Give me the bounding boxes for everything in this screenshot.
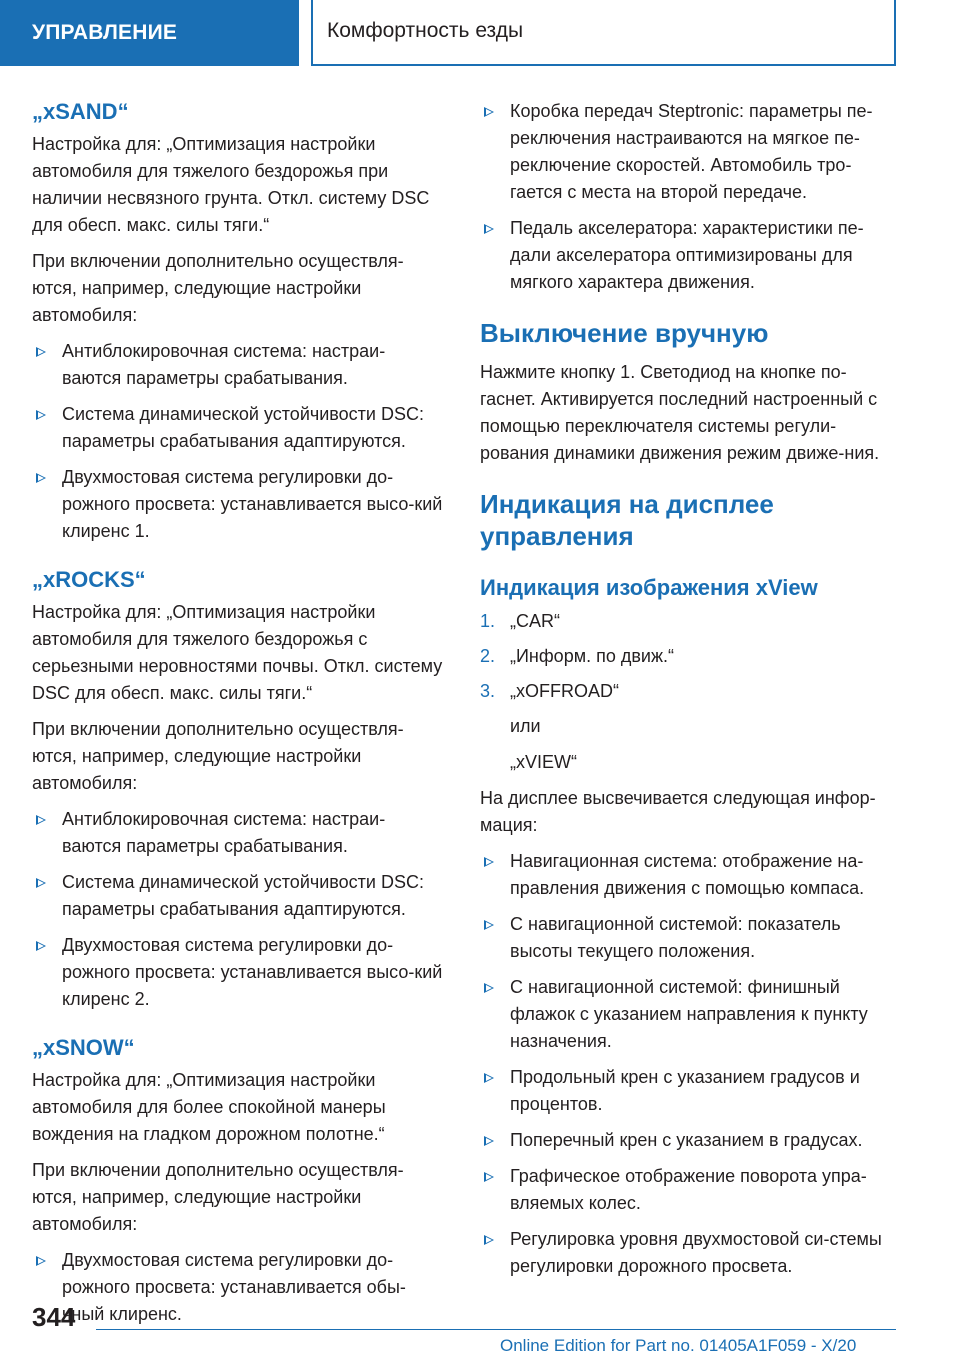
bullet-triangle-icon xyxy=(36,878,46,888)
bullet-triangle-icon xyxy=(484,983,494,993)
bullet-triangle-icon xyxy=(484,1136,494,1146)
xsnow-list xyxy=(32,1247,444,1328)
list-item: Двухмостовая система регулировки до-рожного просвета: устанавливается высо-кий клиренс 1. xyxy=(32,464,444,545)
bullet-triangle-icon xyxy=(484,1172,494,1182)
page-header xyxy=(0,0,960,66)
or-text: или xyxy=(510,716,541,736)
info-intro: На дисплее высвечивается следующая инфор-мация: xyxy=(480,788,876,835)
edition-text: Online Edition for Part no. 01405A1F059 - X/20 xyxy=(500,1336,857,1355)
bullet-triangle-icon xyxy=(484,920,494,930)
topic-tab: Комфортность езды xyxy=(311,0,896,66)
xsnow-heading: „xSNOW“ xyxy=(32,1035,135,1060)
xsnow-description: Настройка для: „Оптимизация настройки автомобиля для более спокойной манеры вождения на гладком дорожном полотне.“ xyxy=(32,1070,386,1144)
xrocks-heading: „xROCKS“ xyxy=(32,567,146,592)
list-item: Продольный крен с указанием градусов и процентов. xyxy=(480,1064,900,1118)
page-number: 344 xyxy=(32,1302,76,1332)
bullet-triangle-icon xyxy=(484,1235,494,1245)
xsand-description: Настройка для: „Оптимизация настройки автомобиля для тяжелого бездорожья при наличии несвязного грунта. Откл. систему DSC для обесп. макс. силы тяги.“ xyxy=(32,134,430,235)
xrocks-intro: При включении дополнительно осуществля-ются, например, следующие настройки автомобиля: xyxy=(32,719,404,793)
alt-option-text: „xVIEW“ xyxy=(510,752,577,772)
step-number: 3. xyxy=(480,681,496,701)
list-item: Антиблокировочная система: настраи-ваются параметры срабатывания. xyxy=(32,338,444,392)
step-label: „Информ. по движ.“ xyxy=(510,646,674,666)
info-list xyxy=(480,848,900,1280)
list-item: Система динамической устойчивости DSC: параметры срабатывания адаптируются. xyxy=(32,401,444,455)
bullet-triangle-icon xyxy=(36,941,46,951)
list-item: С навигационной системой: показатель высоты текущего положения. xyxy=(480,911,900,965)
xview-heading: Индикация изображения xView xyxy=(480,575,818,600)
list-item: С навигационной системой: финишный флажок с указанием направления к пункту назначения. xyxy=(480,974,900,1055)
step-number: 2. xyxy=(480,646,496,666)
footer-divider xyxy=(96,1329,896,1330)
manual-off-heading: Выключение вручную xyxy=(480,318,769,348)
bullet-triangle-icon xyxy=(484,107,494,117)
bullet-triangle-icon xyxy=(484,1073,494,1083)
step-item xyxy=(480,678,900,705)
bullet-triangle-icon xyxy=(36,473,46,483)
list-item: Антиблокировочная система: настраи-ваются параметры срабатывания. xyxy=(32,806,444,860)
list-item: Педаль акселератора: характеристики пе-дали акселератора оптимизированы для мягкого характера движения. xyxy=(480,215,900,296)
list-item: Двухмостовая система регулировки до-рожного просвета: устанавливается высо-кий клиренс 2. xyxy=(32,932,444,1013)
xsand-list xyxy=(32,338,444,545)
xsand-intro: При включении дополнительно осуществля-ются, например, следующие настройки автомобиля: xyxy=(32,251,404,325)
list-item: Графическое отображение поворота упра-вляемых колес. xyxy=(480,1163,900,1217)
xrocks-description: Настройка для: „Оптимизация настройки автомобиля для тяжелого бездорожья с серьезными неровностями почвы. Откл. систему DSC для обесп. макс. силы тяги.“ xyxy=(32,602,443,703)
bullet-triangle-icon xyxy=(36,410,46,420)
bullet-triangle-icon xyxy=(484,224,494,234)
list-item: Навигационная система: отображение на-правления движения с помощью компаса. xyxy=(480,848,900,902)
step-item xyxy=(480,643,900,670)
step-item xyxy=(480,608,900,635)
section-tab: УПРАВЛЕНИЕ xyxy=(0,0,299,66)
steps-list xyxy=(480,608,900,705)
step-label: „CAR“ xyxy=(510,611,560,631)
xrocks-list xyxy=(32,806,444,1013)
list-item: Коробка передач Steptronic: параметры пе-реключения настраиваются на мягкое пе-реключение скоростей. Автомобиль тро-гается с места на второй передаче. xyxy=(480,98,900,206)
display-heading: Индикация на дисплее управления xyxy=(480,489,774,551)
step-number: 1. xyxy=(480,611,496,631)
bullet-triangle-icon xyxy=(36,815,46,825)
xsnow-list-continued xyxy=(480,98,900,296)
list-item: Система динамической устойчивости DSC: параметры срабатывания адаптируются. xyxy=(32,869,444,923)
bullet-triangle-icon xyxy=(36,1256,46,1266)
step-label: „xOFFROAD“ xyxy=(510,681,619,701)
right-column xyxy=(480,98,900,1289)
list-item: Поперечный крен с указанием в градусах. xyxy=(480,1127,900,1154)
list-item: Двухмостовая система регулировки до-рожного просвета: устанавливается обы-чный клиренс. xyxy=(32,1247,444,1328)
xsand-heading: „xSAND“ xyxy=(32,99,129,124)
xsnow-intro: При включении дополнительно осуществля-ются, например, следующие настройки автомобиля: xyxy=(32,1160,404,1234)
left-column xyxy=(32,98,444,1337)
bullet-triangle-icon xyxy=(36,347,46,357)
manual-off-text: Нажмите кнопку 1. Светодиод на кнопке по-гаснет. Активируется последний настроенный с помощью переключателя системы регули-рования динамики движения режим движе-ния. xyxy=(480,362,880,463)
bullet-triangle-icon xyxy=(484,857,494,867)
list-item: Регулировка уровня двухмостовой си-стемы регулировки дорожного просвета. xyxy=(480,1226,900,1280)
